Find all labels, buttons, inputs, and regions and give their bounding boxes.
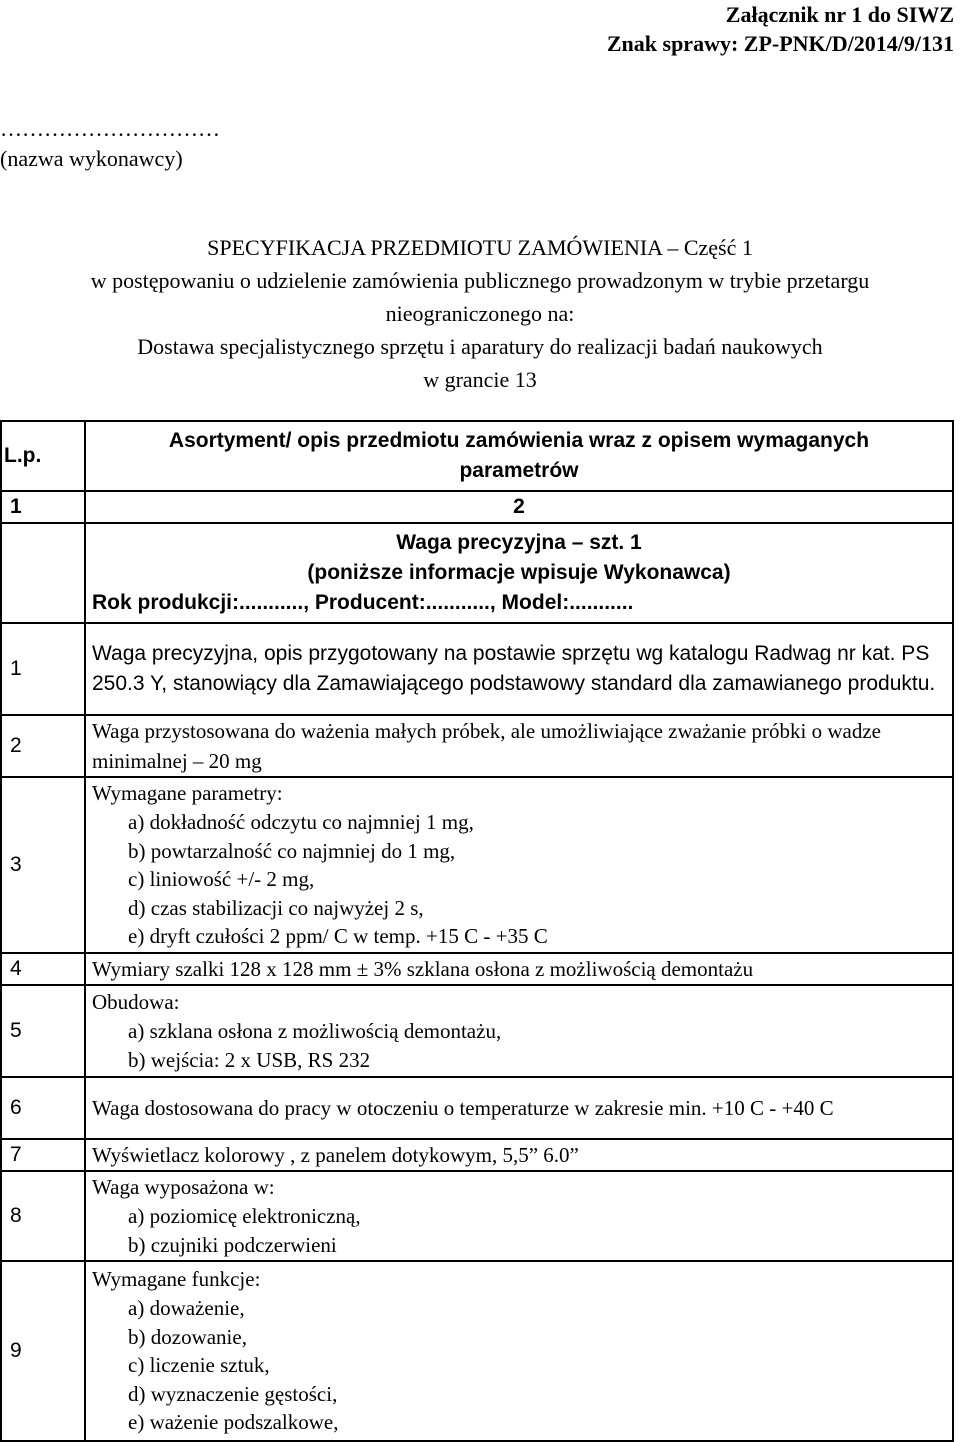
column-number-2: 2 (85, 491, 953, 523)
table-row (1, 1139, 953, 1171)
table-row (1, 777, 953, 953)
item-header-lp (1, 523, 85, 623)
table-row (1, 715, 953, 777)
table-header-row (1, 421, 953, 491)
column-number-1: 1 (1, 491, 85, 523)
row-intro: Wymagane parametry: (92, 781, 283, 806)
list-item: e) dryft czułości 2 ppm/ C w temp. +15 C - +35 C (128, 924, 548, 949)
document-title (0, 231, 960, 396)
row-intro: Waga wyposażona w: (92, 1175, 275, 1199)
item-fields: Rok produkcji:..........., Producent:..........., Model:........... (92, 591, 634, 614)
row-description: Waga dostosowana do pracy w otoczeniu o temperaturze w zakresie min. +10 C - +40 C (85, 1077, 953, 1139)
case-number: Znak sprawy: ZP-PNK/D/2014/9/131 (606, 31, 954, 56)
item-header-cell (85, 523, 953, 623)
row-lp: 7 (1, 1139, 85, 1171)
list-item: b) powtarzalność co najmniej do 1 mg, (128, 838, 456, 863)
list-item: e) ważenie podszalkowe, (128, 1410, 339, 1435)
row-lp: 6 (1, 1077, 85, 1139)
list-item: a) dokładność odczytu co najmniej 1 mg, (128, 810, 474, 835)
list-item: b) wejścia: 2 x USB, RS 232 (128, 1047, 371, 1072)
title-line-5: w grancie 13 (423, 367, 537, 392)
table-row (1, 623, 953, 715)
contractor-block (0, 114, 220, 174)
parameter-list (92, 1202, 946, 1259)
item-header-row (1, 523, 953, 623)
title-line-4: Dostawa specjalistycznego sprzętu i aparatury do realizacji badań naukowych (137, 334, 823, 359)
list-item: a) poziomicę elektroniczną, (128, 1204, 361, 1228)
list-item: b) czujniki podczerwieni (128, 1232, 337, 1257)
row-lp: 3 (1, 777, 85, 953)
row-lp: 9 (1, 1261, 85, 1441)
row-description (85, 1261, 953, 1441)
table-row (1, 1171, 953, 1261)
table-row (1, 1261, 953, 1441)
list-item: a) doważenie, (128, 1296, 245, 1321)
list-item: a) szklana osłona z możliwością demontażu, (128, 1019, 502, 1043)
table-row (1, 985, 953, 1077)
title-line-1: SPECYFIKACJA PRZEDMIOTU ZAMÓWIENIA – Część 1 (207, 235, 753, 260)
row-description (85, 777, 953, 953)
description-header-line-1: Asortyment/ opis przedmiotu zamówienia wraz z opisem wymaganych (168, 429, 870, 452)
table-row (1, 953, 953, 985)
row-intro: Obudowa: (92, 990, 180, 1014)
row-description: Wyświetlacz kolorowy , z panelem dotykowym, 5,5” 6.0” (85, 1139, 953, 1171)
list-item: d) czas stabilizacji co najwyżej 2 s, (128, 895, 424, 920)
list-item: c) liczenie sztuk, (128, 1353, 270, 1378)
description-header-line-2: parametrów (459, 459, 579, 482)
row-lp: 8 (1, 1171, 85, 1261)
row-lp: 1 (1, 623, 85, 715)
attachment-label: Załącznik nr 1 do SIWZ (725, 2, 954, 27)
item-note: (poniższe informacje wpisuje Wykonawca) (307, 561, 731, 584)
row-intro: Wymagane funkcje: (92, 1267, 261, 1292)
row-description: Wymiary szalki 128 x 128 mm ± 3% szklana osłona z możliwością demontażu (85, 953, 953, 985)
row-lp: 5 (1, 985, 85, 1077)
parameter-list (92, 1017, 946, 1074)
column-number-row (1, 491, 953, 523)
row-description: Waga precyzyjna, opis przygotowany na postawie sprzętu wg katalogu Radwag nr kat. PS 250.3 Y, stanowiący dla Zamawiającego podstawowy standard dla zamawianego produktu. (85, 623, 953, 715)
specification-table (0, 420, 954, 1442)
title-line-3: nieograniczonego na: (385, 301, 575, 326)
lp-header: L.p. (1, 421, 85, 491)
item-title: Waga precyzyjna – szt. 1 (396, 531, 642, 554)
table-row (1, 1077, 953, 1139)
document-header (607, 0, 954, 58)
row-lp: 2 (1, 715, 85, 777)
contractor-name-placeholder: ………………………… (0, 116, 220, 141)
row-description (85, 1171, 953, 1261)
contractor-label: (nazwa wykonawcy) (0, 146, 183, 171)
parameter-list (92, 1294, 946, 1437)
list-item: d) wyznaczenie gęstości, (128, 1381, 338, 1406)
list-item: c) liniowość +/- 2 mg, (128, 867, 315, 892)
title-line-2: w postępowaniu o udzielenie zamówienia publicznego prowadzonym w trybie przetargu (90, 268, 870, 293)
parameter-list (92, 808, 946, 951)
list-item: b) dozowanie, (128, 1324, 247, 1349)
description-header (85, 421, 953, 491)
row-description: Waga przystosowana do ważenia małych próbek, ale umożliwiające zważanie próbki o wadze minimalnej – 20 mg (85, 715, 953, 777)
row-lp: 4 (1, 953, 85, 985)
row-description (85, 985, 953, 1077)
